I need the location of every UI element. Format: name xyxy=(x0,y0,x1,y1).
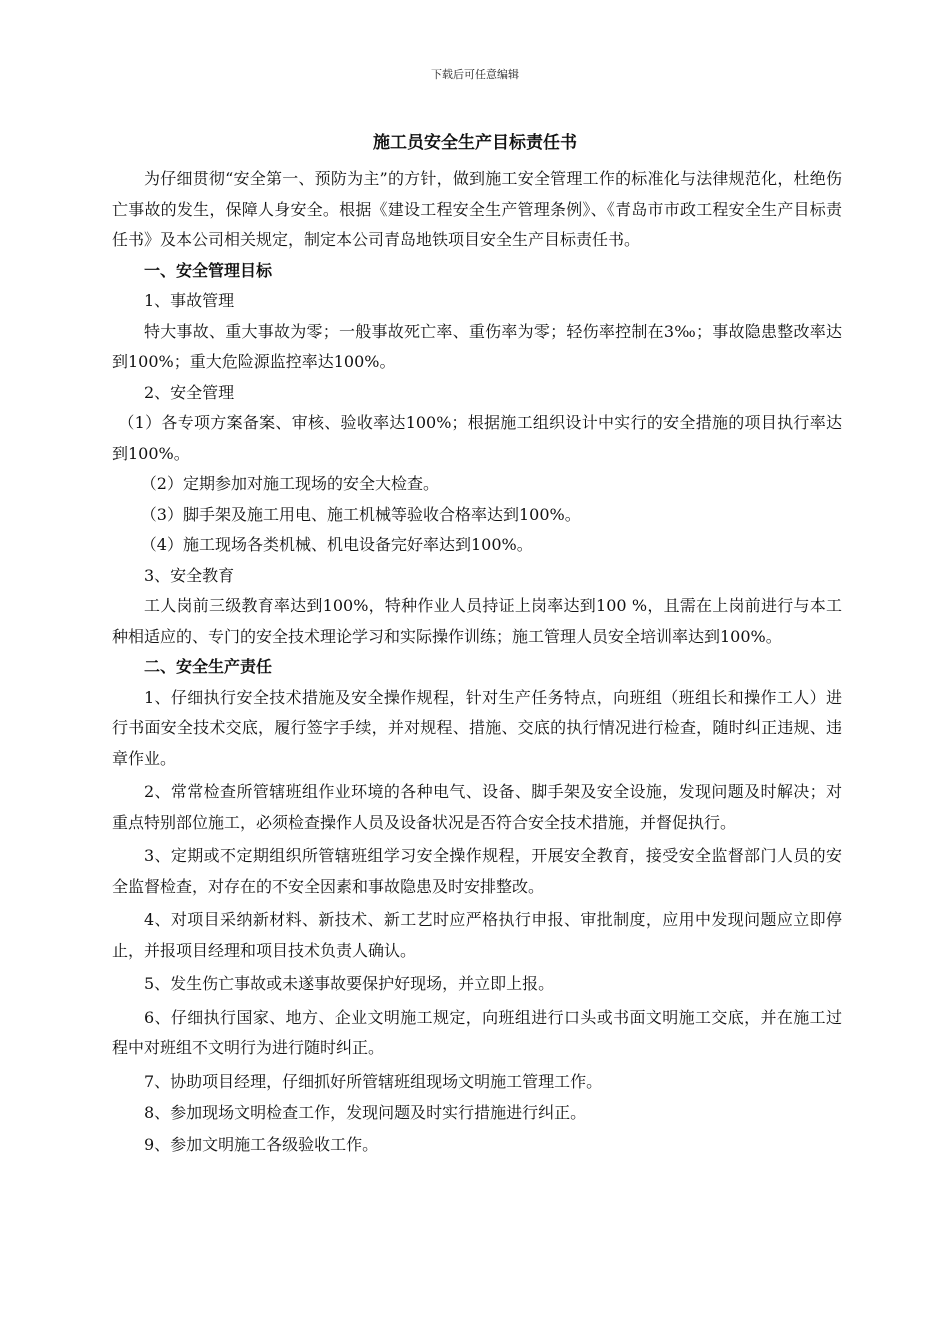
section1-sub2-item: （4）施工现场各类机械、机电设备完好率达到100%。 xyxy=(140,535,533,554)
section1-sub3-text: 工人岗前三级教育率达到100%，特种作业人员持证上岗率达到100 %，且需在上岗前进行与本工种相适应的、专门的安全技术理论学习和实际操作训练；施工管理人员安全培训率达到100%。 xyxy=(112,596,842,646)
section2-item: 8、参加现场文明检查工作，发现问题及时实行措施进行纠正。 xyxy=(144,1103,587,1122)
section2-item: 1、仔细执行安全技术措施及安全操作规程，针对生产任务特点，向班组（班组长和操作工人）进行书面安全技术交底，履行签字手续，并对规程、措施、交底的执行情况进行检查，随时纠正违规、违章作业。 xyxy=(112,687,842,768)
section2-item: 6、仔细执行国家、地方、企业文明施工规定，向班组进行口头或书面文明施工交底，并在施工过程中对班组不文明行为进行随时纠正。 xyxy=(112,1007,842,1057)
section1-sub1-title: 1、事故管理 xyxy=(144,291,235,310)
section1-sub2-item: （3）脚手架及施工用电、施工机械等验收合格率达到100%。 xyxy=(140,504,581,524)
section1-sub2-title: 2、安全管理 xyxy=(144,382,235,402)
section1-sub1-text: 特大事故、重大事故为零；一般事故死亡率、重伤率为零；轻伤率控制在3‰；事故隐患整改率达到100%；重大危险源监控率达100%。 xyxy=(112,321,842,371)
document-body xyxy=(112,164,842,1160)
section2-item: 5、发生伤亡事故或未遂事故要保护好现场，并立即上报。 xyxy=(144,974,555,993)
section2-item: 2、常常检查所管辖班组作业环境的各种电气、设备、脚手架及安全设施，发现问题及时解决；对重点特别部位施工，必须检查操作人员及设备状况是否符合安全技术措施，并督促执行。 xyxy=(112,782,842,832)
document-title: 施工员安全生产目标责任书 xyxy=(373,133,577,153)
section2-item: 7、协助项目经理，仔细抓好所管辖班组现场文明施工管理工作。 xyxy=(144,1071,603,1091)
header-note: 下载后可任意编辑 xyxy=(431,68,519,81)
intro-paragraph: 为仔细贯彻“安全第一、预防为主”的方针，做到施工安全管理工作的标准化与法律规范化，杜绝伤亡事故的发生，保障人身安全。根据《建设工程安全生产管理条例》、《青岛市市政工程安全生产目标责任书》及本公司相关规定，制定本公司青岛地铁项目安全生产目标责任书。 xyxy=(112,169,842,249)
section2-item: 9、参加文明施工各级验收工作。 xyxy=(144,1134,379,1154)
section2-item: 3、定期或不定期组织所管辖班组学习安全操作规程，开展安全教育，接受安全监督部门人员的安全监督检查，对存在的不安全因素和事故隐患及时安排整改。 xyxy=(112,846,842,896)
section1-heading: 一、安全管理目标 xyxy=(144,260,273,280)
section1-sub2-item: （1）各专项方案备案、审核、验收率达100%；根据施工组织设计中实行的安全措施的项目执行率达到100%。 xyxy=(112,413,842,463)
section1-sub3-title: 3、安全教育 xyxy=(144,565,235,585)
section2-heading: 二、安全生产责任 xyxy=(144,657,273,676)
section1-sub2-item: （2）定期参加对施工现场的安全大检查。 xyxy=(140,474,439,493)
section2-item: 4、对项目采纳新材料、新技术、新工艺时应严格执行申报、审批制度，应用中发现问题应立即停止，并报项目经理和项目技术负责人确认。 xyxy=(112,910,842,960)
